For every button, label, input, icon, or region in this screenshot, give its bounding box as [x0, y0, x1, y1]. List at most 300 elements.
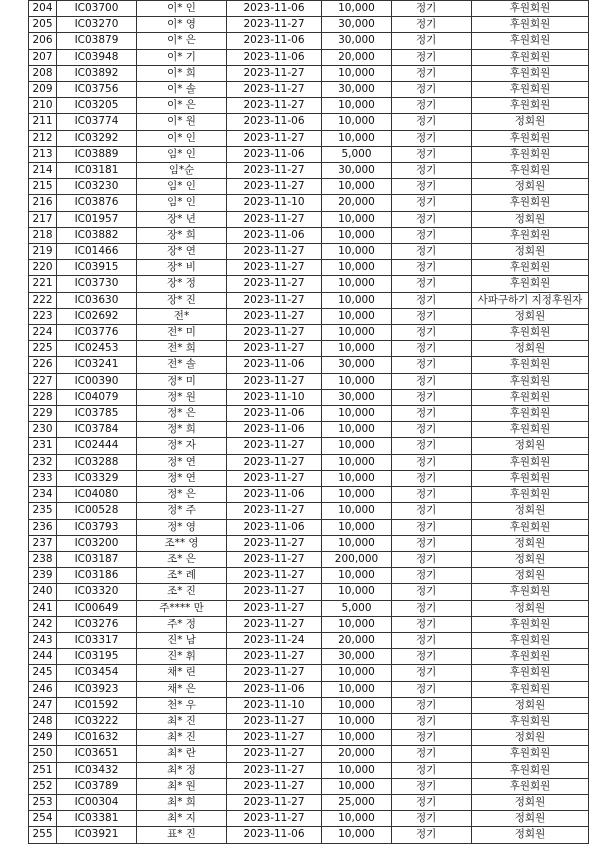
donor-id: IC00649: [57, 600, 137, 616]
table-row: [29, 260, 589, 276]
donation-date: 2023-11-06: [227, 114, 322, 130]
donor-id: IC03181: [57, 163, 137, 179]
row-number: 231: [29, 438, 57, 454]
donation-amount: 30,000: [322, 33, 392, 49]
member-category: 후원회원: [472, 616, 589, 632]
donation-amount: 10,000: [322, 503, 392, 519]
donation-amount: 10,000: [322, 130, 392, 146]
donor-name: 진* 휘: [137, 649, 227, 665]
row-number: 225: [29, 341, 57, 357]
donor-table-body: [29, 1, 589, 844]
donor-name: 임* 인: [137, 146, 227, 162]
donation-amount: 10,000: [322, 568, 392, 584]
donation-date: 2023-11-27: [227, 616, 322, 632]
donor-name: 임*순: [137, 163, 227, 179]
donor-name: 임* 인: [137, 179, 227, 195]
donor-name: 장* 비: [137, 260, 227, 276]
donation-date: 2023-11-27: [227, 535, 322, 551]
donation-date: 2023-11-27: [227, 17, 322, 33]
donation-date: 2023-11-27: [227, 82, 322, 98]
table-row: [29, 1, 589, 17]
row-number: 222: [29, 292, 57, 308]
row-number: 249: [29, 730, 57, 746]
donor-id: IC01957: [57, 211, 137, 227]
donor-id: IC03876: [57, 195, 137, 211]
donation-type: 정기: [392, 82, 472, 98]
donor-name: 장* 희: [137, 227, 227, 243]
donation-type: 정기: [392, 49, 472, 65]
donation-type: 정기: [392, 260, 472, 276]
donor-name: 이* 은: [137, 98, 227, 114]
donation-date: 2023-11-10: [227, 195, 322, 211]
member-category: 후원회원: [472, 681, 589, 697]
donor-name: 이* 인: [137, 1, 227, 17]
member-category: 후원회원: [472, 146, 589, 162]
donor-name: 정* 은: [137, 487, 227, 503]
donor-id: IC03454: [57, 665, 137, 681]
table-row: [29, 438, 589, 454]
donation-type: 정기: [392, 17, 472, 33]
donor-name: 이* 원: [137, 114, 227, 130]
row-number: 242: [29, 616, 57, 632]
row-number: 228: [29, 389, 57, 405]
donation-type: 정기: [392, 438, 472, 454]
table-row: [29, 568, 589, 584]
donation-date: 2023-11-27: [227, 454, 322, 470]
donation-amount: 10,000: [322, 114, 392, 130]
table-row: [29, 211, 589, 227]
donation-amount: 5,000: [322, 146, 392, 162]
donation-date: 2023-11-27: [227, 470, 322, 486]
row-number: 238: [29, 551, 57, 567]
table-row: [29, 649, 589, 665]
donor-name: 주**** 만: [137, 600, 227, 616]
donation-type: 정기: [392, 373, 472, 389]
donation-amount: 10,000: [322, 422, 392, 438]
donor-name: 정* 연: [137, 454, 227, 470]
donor-id: IC00304: [57, 794, 137, 810]
donor-name: 정* 원: [137, 389, 227, 405]
donation-amount: 10,000: [322, 325, 392, 341]
donor-name: 조* 례: [137, 568, 227, 584]
member-category: 후원회원: [472, 487, 589, 503]
table-row: [29, 827, 589, 843]
table-row: [29, 357, 589, 373]
table-row: [29, 114, 589, 130]
member-category: 후원회원: [472, 325, 589, 341]
member-category: 후원회원: [472, 357, 589, 373]
donation-type: 정기: [392, 65, 472, 81]
table-row: [29, 632, 589, 648]
donor-name: 정* 연: [137, 470, 227, 486]
row-number: 235: [29, 503, 57, 519]
row-number: 214: [29, 163, 57, 179]
donation-type: 정기: [392, 503, 472, 519]
donor-name: 최* 희: [137, 794, 227, 810]
table-row: [29, 487, 589, 503]
member-category: 후원회원: [472, 665, 589, 681]
table-row: [29, 130, 589, 146]
member-category: 정회원: [472, 730, 589, 746]
donor-name: 천* 우: [137, 697, 227, 713]
table-row: [29, 778, 589, 794]
donation-date: 2023-11-27: [227, 292, 322, 308]
member-category: 정회원: [472, 811, 589, 827]
donation-date: 2023-11-06: [227, 681, 322, 697]
member-category: 후원회원: [472, 130, 589, 146]
donation-type: 정기: [392, 211, 472, 227]
donation-amount: 10,000: [322, 65, 392, 81]
donation-amount: 10,000: [322, 762, 392, 778]
donation-date: 2023-11-27: [227, 778, 322, 794]
donation-type: 정기: [392, 470, 472, 486]
row-number: 215: [29, 179, 57, 195]
donor-name: 정* 미: [137, 373, 227, 389]
donor-name: 채* 린: [137, 665, 227, 681]
donation-type: 정기: [392, 746, 472, 762]
donation-date: 2023-11-27: [227, 600, 322, 616]
donation-date: 2023-11-06: [227, 357, 322, 373]
donation-date: 2023-11-10: [227, 389, 322, 405]
donation-amount: 10,000: [322, 341, 392, 357]
donation-type: 정기: [392, 778, 472, 794]
donor-id: IC03785: [57, 406, 137, 422]
donation-type: 정기: [392, 292, 472, 308]
member-category: 후원회원: [472, 65, 589, 81]
donation-type: 정기: [392, 357, 472, 373]
donation-amount: 30,000: [322, 389, 392, 405]
donor-id: IC03195: [57, 649, 137, 665]
donor-name: 전* 희: [137, 341, 227, 357]
member-category: 후원회원: [472, 470, 589, 486]
row-number: 230: [29, 422, 57, 438]
row-number: 251: [29, 762, 57, 778]
donor-name: 이* 은: [137, 33, 227, 49]
row-number: 255: [29, 827, 57, 843]
donor-id: IC03222: [57, 713, 137, 729]
member-category: 후원회원: [472, 33, 589, 49]
table-row: [29, 146, 589, 162]
donor-name: 이* 영: [137, 17, 227, 33]
donation-type: 정기: [392, 827, 472, 843]
member-category: 후원회원: [472, 778, 589, 794]
donation-amount: 200,000: [322, 551, 392, 567]
row-number: 233: [29, 470, 57, 486]
donor-id: IC03756: [57, 82, 137, 98]
table-row: [29, 227, 589, 243]
donor-id: IC03230: [57, 179, 137, 195]
donation-date: 2023-11-27: [227, 260, 322, 276]
donation-date: 2023-11-27: [227, 308, 322, 324]
donation-amount: 10,000: [322, 276, 392, 292]
donor-id: IC03320: [57, 584, 137, 600]
donation-date: 2023-11-27: [227, 713, 322, 729]
member-category: 정회원: [472, 341, 589, 357]
donor-id: IC03789: [57, 778, 137, 794]
donor-id: IC03774: [57, 114, 137, 130]
donation-amount: 10,000: [322, 227, 392, 243]
member-category: 후원회원: [472, 227, 589, 243]
table-row: [29, 584, 589, 600]
row-number: 219: [29, 244, 57, 260]
member-category: 정회원: [472, 179, 589, 195]
table-row: [29, 292, 589, 308]
table-row: [29, 616, 589, 632]
row-number: 213: [29, 146, 57, 162]
donation-type: 정기: [392, 551, 472, 567]
table-row: [29, 82, 589, 98]
member-category: 정회원: [472, 535, 589, 551]
member-category: 정회원: [472, 438, 589, 454]
member-category: 정회원: [472, 551, 589, 567]
donor-id: IC03432: [57, 762, 137, 778]
member-category: 후원회원: [472, 276, 589, 292]
donation-amount: 10,000: [322, 454, 392, 470]
donation-date: 2023-11-27: [227, 551, 322, 567]
donation-date: 2023-11-06: [227, 827, 322, 843]
donation-amount: 10,000: [322, 827, 392, 843]
table-row: [29, 681, 589, 697]
donation-amount: 30,000: [322, 649, 392, 665]
table-row: [29, 373, 589, 389]
member-category: 후원회원: [472, 422, 589, 438]
table-row: [29, 762, 589, 778]
member-category: 후원회원: [472, 762, 589, 778]
member-category: 정회원: [472, 600, 589, 616]
table-row: [29, 341, 589, 357]
donation-type: 정기: [392, 325, 472, 341]
donation-amount: 10,000: [322, 438, 392, 454]
donor-id: IC03381: [57, 811, 137, 827]
donor-id: IC03784: [57, 422, 137, 438]
donation-date: 2023-11-06: [227, 49, 322, 65]
donation-type: 정기: [392, 535, 472, 551]
donation-date: 2023-11-27: [227, 503, 322, 519]
donor-name: 조* 은: [137, 551, 227, 567]
member-category: 정회원: [472, 697, 589, 713]
donation-type: 정기: [392, 681, 472, 697]
donation-type: 정기: [392, 632, 472, 648]
donation-amount: 10,000: [322, 470, 392, 486]
table-row: [29, 389, 589, 405]
donor-id: IC03923: [57, 681, 137, 697]
member-category: 후원회원: [472, 1, 589, 17]
donation-amount: 10,000: [322, 292, 392, 308]
table-row: [29, 422, 589, 438]
donation-date: 2023-11-06: [227, 33, 322, 49]
donor-name: 장* 진: [137, 292, 227, 308]
member-category: 후원회원: [472, 195, 589, 211]
donor-id: IC03651: [57, 746, 137, 762]
donor-name: 최* 진: [137, 730, 227, 746]
donation-type: 정기: [392, 227, 472, 243]
donor-id: IC01632: [57, 730, 137, 746]
donor-id: IC01592: [57, 697, 137, 713]
donor-id: IC03915: [57, 260, 137, 276]
row-number: 254: [29, 811, 57, 827]
table-row: [29, 195, 589, 211]
donation-date: 2023-11-27: [227, 325, 322, 341]
donation-amount: 10,000: [322, 179, 392, 195]
table-row: [29, 519, 589, 535]
donor-id: IC03948: [57, 49, 137, 65]
donation-amount: 20,000: [322, 746, 392, 762]
donation-date: 2023-11-27: [227, 244, 322, 260]
donor-id: IC03241: [57, 357, 137, 373]
row-number: 206: [29, 33, 57, 49]
donor-id: IC03292: [57, 130, 137, 146]
donation-amount: 10,000: [322, 535, 392, 551]
donation-amount: 10,000: [322, 519, 392, 535]
member-category: 후원회원: [472, 17, 589, 33]
donor-name: 정* 자: [137, 438, 227, 454]
donor-id: IC04080: [57, 487, 137, 503]
donation-date: 2023-11-27: [227, 98, 322, 114]
donation-type: 정기: [392, 406, 472, 422]
row-number: 240: [29, 584, 57, 600]
donor-name: 전* 솔: [137, 357, 227, 373]
donor-name: 이* 기: [137, 49, 227, 65]
donor-name: 최* 원: [137, 778, 227, 794]
donation-date: 2023-11-27: [227, 649, 322, 665]
donation-amount: 5,000: [322, 600, 392, 616]
donation-amount: 10,000: [322, 487, 392, 503]
donation-date: 2023-11-10: [227, 697, 322, 713]
row-number: 224: [29, 325, 57, 341]
donor-name: 진* 남: [137, 632, 227, 648]
donor-name: 임* 인: [137, 195, 227, 211]
member-category: 후원회원: [472, 98, 589, 114]
donation-date: 2023-11-27: [227, 811, 322, 827]
donor-table: [28, 0, 589, 844]
member-category: 후원회원: [472, 632, 589, 648]
table-row: [29, 697, 589, 713]
row-number: 211: [29, 114, 57, 130]
donation-date: 2023-11-27: [227, 373, 322, 389]
row-number: 253: [29, 794, 57, 810]
donation-amount: 10,000: [322, 681, 392, 697]
donor-id: IC00528: [57, 503, 137, 519]
member-category: 후원회원: [472, 746, 589, 762]
donor-name: 이* 희: [137, 65, 227, 81]
donor-id: IC03892: [57, 65, 137, 81]
member-category: 정회원: [472, 827, 589, 843]
donation-amount: 30,000: [322, 163, 392, 179]
member-category: 정회원: [472, 308, 589, 324]
donation-date: 2023-11-27: [227, 794, 322, 810]
table-row: [29, 811, 589, 827]
table-row: [29, 49, 589, 65]
donation-date: 2023-11-27: [227, 65, 322, 81]
donation-amount: 10,000: [322, 697, 392, 713]
member-category: 정회원: [472, 568, 589, 584]
row-number: 210: [29, 98, 57, 114]
donation-amount: 30,000: [322, 82, 392, 98]
table-row: [29, 794, 589, 810]
row-number: 227: [29, 373, 57, 389]
row-number: 239: [29, 568, 57, 584]
row-number: 212: [29, 130, 57, 146]
table-row: [29, 163, 589, 179]
donation-date: 2023-11-27: [227, 665, 322, 681]
donor-name: 최* 란: [137, 746, 227, 762]
donation-amount: 10,000: [322, 665, 392, 681]
donation-type: 정기: [392, 179, 472, 195]
donation-type: 정기: [392, 794, 472, 810]
donation-date: 2023-11-27: [227, 568, 322, 584]
donation-type: 정기: [392, 649, 472, 665]
donor-name: 주* 정: [137, 616, 227, 632]
donor-id: IC03329: [57, 470, 137, 486]
donation-type: 정기: [392, 163, 472, 179]
donor-id: IC03882: [57, 227, 137, 243]
member-category: 후원회원: [472, 406, 589, 422]
donor-id: IC03205: [57, 98, 137, 114]
donor-id: IC03889: [57, 146, 137, 162]
donation-type: 정기: [392, 1, 472, 17]
member-category: 후원회원: [472, 713, 589, 729]
donation-type: 정기: [392, 697, 472, 713]
donor-name: 채* 은: [137, 681, 227, 697]
donor-name: 정* 은: [137, 406, 227, 422]
donation-type: 정기: [392, 600, 472, 616]
donor-id: IC03793: [57, 519, 137, 535]
table-row: [29, 746, 589, 762]
member-category: 사파구하기 지정후원자: [472, 292, 589, 308]
donor-name: 전* 미: [137, 325, 227, 341]
donor-id: IC00390: [57, 373, 137, 389]
donation-amount: 10,000: [322, 584, 392, 600]
donation-type: 정기: [392, 308, 472, 324]
donation-amount: 25,000: [322, 794, 392, 810]
table-row: [29, 276, 589, 292]
row-number: 226: [29, 357, 57, 373]
row-number: 241: [29, 600, 57, 616]
table-row: [29, 17, 589, 33]
donation-amount: 20,000: [322, 632, 392, 648]
donation-type: 정기: [392, 98, 472, 114]
donation-type: 정기: [392, 568, 472, 584]
donation-date: 2023-11-06: [227, 487, 322, 503]
donation-date: 2023-11-24: [227, 632, 322, 648]
donor-name: 정* 희: [137, 422, 227, 438]
table-row: [29, 535, 589, 551]
row-number: 243: [29, 632, 57, 648]
donation-amount: 10,000: [322, 260, 392, 276]
donation-date: 2023-11-06: [227, 1, 322, 17]
member-category: 정회원: [472, 794, 589, 810]
donation-type: 정기: [392, 114, 472, 130]
donation-amount: 10,000: [322, 308, 392, 324]
member-category: 후원회원: [472, 389, 589, 405]
member-category: 정회원: [472, 244, 589, 260]
row-number: 250: [29, 746, 57, 762]
donation-date: 2023-11-27: [227, 211, 322, 227]
row-number: 247: [29, 697, 57, 713]
donor-id: IC02692: [57, 308, 137, 324]
donor-id: IC04079: [57, 389, 137, 405]
donor-id: IC03879: [57, 33, 137, 49]
donor-name: 장* 연: [137, 244, 227, 260]
donor-id: IC03700: [57, 1, 137, 17]
donor-name: 조** 영: [137, 535, 227, 551]
row-number: 207: [29, 49, 57, 65]
table-row: [29, 244, 589, 260]
row-number: 223: [29, 308, 57, 324]
donation-date: 2023-11-27: [227, 438, 322, 454]
table-row: [29, 179, 589, 195]
donor-name: 정* 주: [137, 503, 227, 519]
